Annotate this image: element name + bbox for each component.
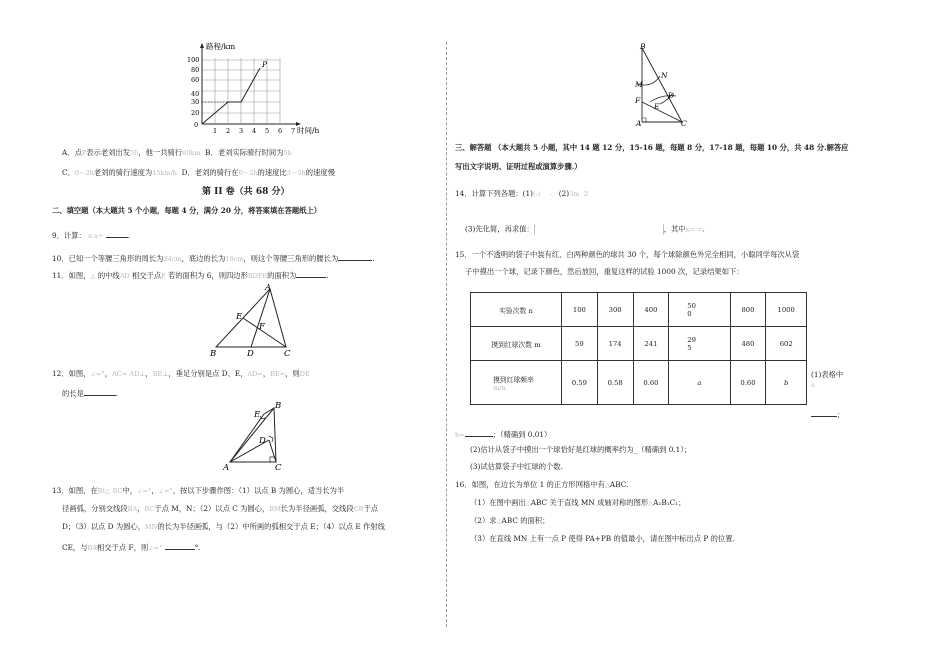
- figure-q13: [630, 42, 710, 127]
- table-cell: 50 0: [669, 293, 730, 327]
- label-A: A: [636, 119, 642, 127]
- x-tick: 7: [291, 127, 296, 135]
- label-D: D: [247, 349, 254, 358]
- x-tick: 1: [213, 127, 218, 135]
- table-cell: 0.60: [730, 361, 766, 405]
- label-E: E: [254, 410, 261, 420]
- q11-answer-blank[interactable]: [296, 269, 326, 278]
- q15-b-line: b= ；（精确到 0.01）: [455, 430, 552, 439]
- label-A: A: [223, 463, 230, 472]
- label-A: A: [265, 283, 272, 293]
- x-tick: 4: [252, 127, 257, 135]
- q9-answer-blank[interactable]: [106, 229, 128, 238]
- table-cell: 1000: [766, 293, 807, 327]
- x-tick: 6: [278, 127, 283, 135]
- q10-answer-blank[interactable]: [338, 252, 372, 261]
- table-cell: 0.59: [562, 361, 598, 405]
- graph-xlabel: 时间/h: [297, 126, 320, 135]
- table-row-header: 摸到红球次数 m: [471, 327, 562, 361]
- label-F: F: [259, 322, 265, 332]
- q16-part2: （2）求△ABC 的面积；: [470, 516, 550, 525]
- q15-line2: 子中摸出一个球，记录下颜色，然后放回，重复这样的试验 1000 次，记录结果如下：: [465, 267, 744, 276]
- q15-b-blank[interactable]: [465, 428, 493, 437]
- fill-section-heading: 二、填空题（本大题共 5 个小题，每题 4 分，满分 20 分，将答案填在答题纸上）: [52, 206, 322, 215]
- expression-placeholder: [534, 224, 664, 235]
- table-cell: 59: [562, 327, 598, 361]
- table-cell: 0.58: [597, 361, 633, 405]
- table-cell: 174: [597, 327, 633, 361]
- distance-time-graph: [170, 38, 370, 138]
- table-cell: 241: [633, 327, 669, 361]
- table-cell: 300: [597, 293, 633, 327]
- label-C: C: [681, 119, 687, 127]
- q10: 10．已知一个等腰三角形的周长为24cm，底边的长为10cm，则这个等腰三角形的腰长为 .: [52, 254, 375, 263]
- q15-part2: (2)估计从袋子中摸出一个球恰好是红球的概率约为_（精确到 0.1）；: [470, 445, 692, 454]
- graph-point-label: P: [262, 60, 268, 69]
- part2-title: 第 II 卷（共 68 分）: [202, 187, 290, 197]
- q9: 9．计算： a·a÷ .: [52, 231, 131, 240]
- q13-line3: D；（3）以点 D 为圆心，MN的长为半径画弧，与（2）中所画的弧相交于点 E；（4）以点 E 作射线: [62, 522, 385, 531]
- solve-section-heading: 三、解答题 （本大题共 5 小题，其中 14 题 12 分，15-16 题，每题 8 分，17-18 题，每题 10 分，共 48 分.解答应写出文字说明、证明过程或演算步骤.）: [455, 143, 849, 171]
- y-tick: 0: [194, 121, 199, 129]
- label-F: F: [635, 96, 641, 105]
- q12-line1: 12．如图，∠=°，AC= AD⊥，BE⊥，垂足分别是点 D、E，AD=，BE=，则DE: [52, 369, 310, 378]
- label-D: D: [259, 436, 266, 446]
- y-tick: 20: [191, 109, 200, 117]
- x-tick: 5: [265, 127, 270, 135]
- q16-part3: （3）在直线 MN 上有一点 P 使得 PA+PB 的值最小，请在图中标出点 P 的位置.: [470, 534, 735, 543]
- y-tick: 60: [191, 76, 200, 84]
- label-C: C: [275, 463, 282, 472]
- table-cell: 480: [730, 327, 766, 361]
- y-tick: 80: [191, 66, 200, 74]
- y-tick: 40: [191, 90, 200, 98]
- q13-line2: 径画弧，分别交线段BA，BC于点 M，N；（2）以点 C 为圆心，BM长为半径画弧，交线段CB于点: [62, 504, 379, 513]
- table-cell: a: [669, 361, 730, 405]
- x-tick: 2: [226, 127, 231, 135]
- x-tick: 3: [239, 127, 244, 135]
- option-a-b: A．点P表示老刘出发5h，他一共骑行80km B．老刘实际骑行时间为5h: [62, 148, 292, 157]
- option-c-d: C．0～2h老刘的骑行速度为15km/h D．老刘的骑行在0～2h的速度比3～5h的速度慢: [62, 168, 335, 177]
- table-cell: 400: [633, 293, 669, 327]
- table-row-header: 实验次数 n: [471, 293, 562, 327]
- label-B: B: [640, 42, 646, 51]
- q13-answer-blank[interactable]: [165, 541, 195, 550]
- q15-a-blank[interactable]: [811, 408, 837, 417]
- y-tick: 100: [187, 56, 200, 64]
- q12-line2: 的长是 .: [62, 389, 119, 398]
- label-N: N: [661, 71, 668, 80]
- q16-part1: （1）在图中画出△ABC 关于直线 MN 成轴对称的图形△A₁B₁C₁；: [470, 498, 686, 507]
- label-B: B: [275, 401, 282, 411]
- table-row-header: 摸到红球频率 m/n: [471, 361, 562, 405]
- label-M: M: [635, 80, 643, 89]
- table-cell: 800: [730, 293, 766, 327]
- q13-line4: CE，与BA相交于点 F，则∠=° °.: [62, 543, 201, 552]
- label-D: D: [668, 91, 675, 100]
- label-E: E: [236, 312, 243, 322]
- q13-line1: 13．如图，在Rt△ BC中，∠=°，∠=°，按以下步骤作图：（1）以点 B 为圆心，适当长为半: [52, 486, 345, 495]
- q15-line1: 15．一个不透明的袋子中装有红、白两种颜色的球共 30 个，每个球除颜色外完全相同，小聪同学每次从袋: [455, 250, 800, 259]
- q15-side: (1)表格中 a: [811, 370, 844, 389]
- label-B: B: [210, 349, 217, 358]
- y-tick: 30: [191, 98, 200, 106]
- label-E: E: [654, 102, 660, 111]
- q16-line1: 16．如图，在边长为单位 1 的正方形网格中有△ABC.: [455, 480, 629, 489]
- experiment-table: [470, 292, 807, 405]
- table-cell: 29 5: [669, 327, 730, 361]
- q12-answer-blank[interactable]: [84, 387, 116, 396]
- table-cell: 0.60: [633, 361, 669, 405]
- column-divider: [446, 42, 447, 627]
- figure-q12: [222, 400, 292, 472]
- graph-ylabel: 路程/km: [206, 42, 236, 51]
- table-cell: b: [766, 361, 807, 405]
- table-cell: 602: [766, 327, 807, 361]
- q11: 11．如图，△ 的中线AD 相交于点F 若的面积为 6，则四边形BDFE的面积为 .: [52, 271, 329, 280]
- table-cell: 100: [562, 293, 598, 327]
- figure-q11: [204, 283, 299, 358]
- q15-part3: (3)试估算袋子中红球的个数.: [470, 462, 563, 471]
- q14-line1: 14．计算下列各题：(1)(-) - (2)3m 2: [455, 189, 589, 198]
- label-C: C: [284, 349, 291, 358]
- q14-line3: (3)先化简，再求值： ，其中x= =.: [465, 224, 705, 234]
- q15-side-blank: ；: [811, 408, 844, 420]
